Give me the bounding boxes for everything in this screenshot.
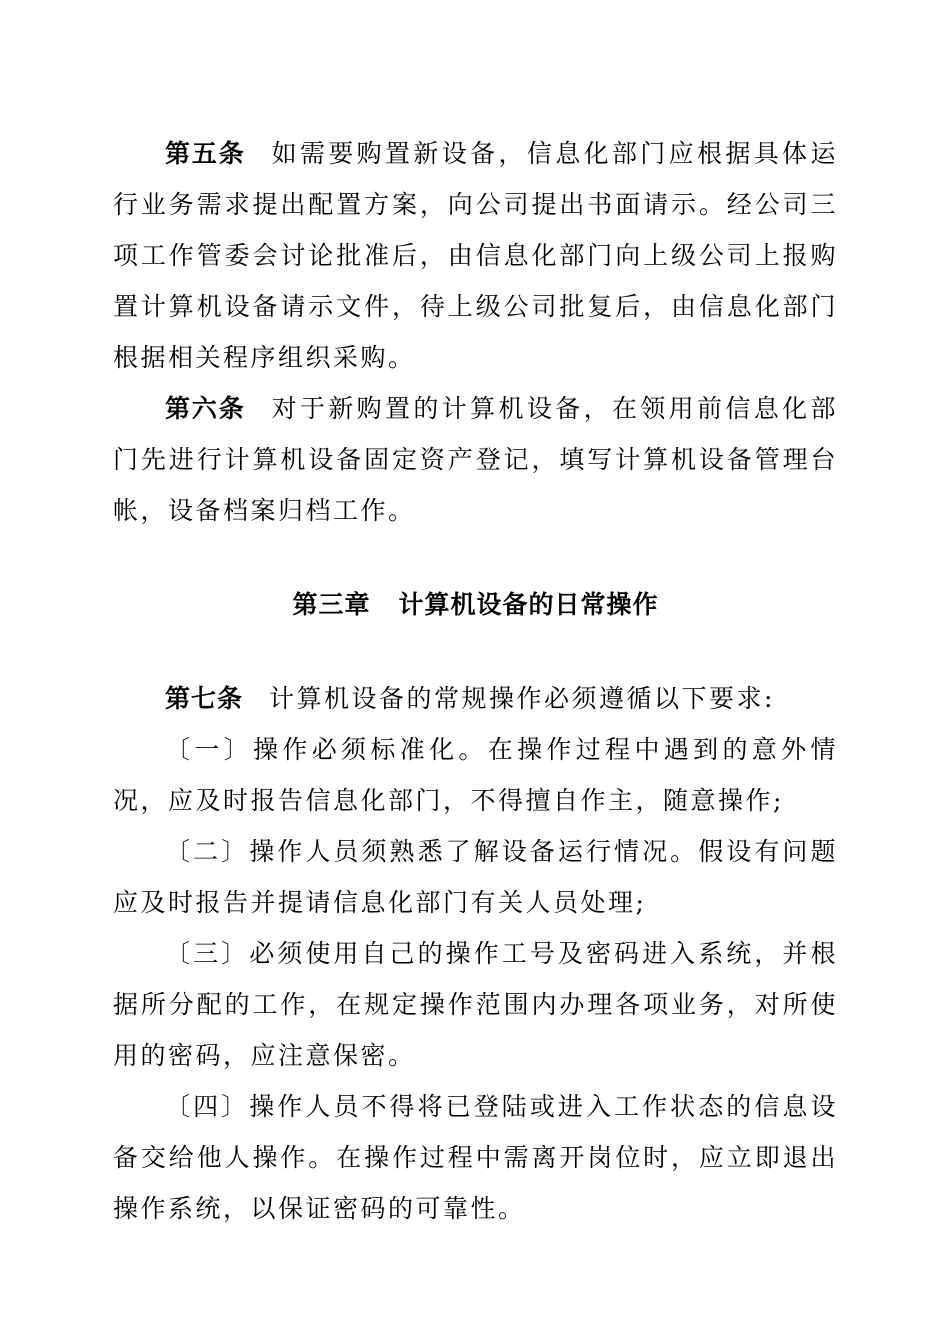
article-text: 如需要购置新设备，信息化部门应根据具体运行业务需求提出配置方案，向公司提出书面请示。经公司三项工作管委会讨论批准后，由信息化部门向上级公司上报购置计算机设备请示文件，待上级公司批复后，由信息化部门根据相关程序组织采购。: [113, 139, 838, 372]
list-text: 操作人员不得将已登陆或进入工作状态的信息设备交给他人操作。在操作过程中需离开岗位时，应立即退出操作系统，以保证密码的可靠性。: [113, 1092, 838, 1223]
article-7: [113, 673, 838, 724]
list-text: 操作必须标准化。在操作过程中遇到的意外情况，应及时报告信息化部门，不得擅自作主，随意操作;: [113, 735, 838, 815]
article-6: [113, 383, 838, 536]
article-label: 第七条: [165, 684, 244, 713]
list-marker: 〔四〕: [165, 1092, 250, 1121]
chapter-heading: [113, 579, 838, 630]
list-marker: 〔一〕: [165, 735, 254, 764]
article-label: 第六条: [165, 394, 246, 423]
chapter-title: 计算机设备的日常操作: [398, 590, 659, 619]
article-label: 第五条: [165, 139, 246, 168]
chapter-number: 第三章: [292, 590, 371, 619]
list-text: 操作人员须熟悉了解设备运行情况。假设有问题应及时报告并提请信息化部门有关人员处理;: [113, 837, 838, 917]
list-marker: 〔三〕: [165, 939, 250, 968]
list-item-1: [113, 724, 838, 826]
list-item-4: [113, 1081, 838, 1234]
article-text: 对于新购置的计算机设备，在领用前信息化部门先进行计算机设备固定资产登记，填写计算机设备管理台帐，设备档案归档工作。: [113, 394, 838, 525]
article-text: 计算机设备的常规操作必须遵循以下要求:: [269, 684, 775, 713]
list-item-3: [113, 928, 838, 1081]
list-text: 必须使用自己的操作工号及密码进入系统，并根据所分配的工作，在规定操作范围内办理各项业务，对所使用的密码，应注意保密。: [113, 939, 838, 1070]
list-item-2: [113, 826, 838, 928]
article-5: [113, 128, 838, 383]
document-page: [113, 128, 838, 1234]
list-marker: 〔二〕: [165, 837, 250, 866]
